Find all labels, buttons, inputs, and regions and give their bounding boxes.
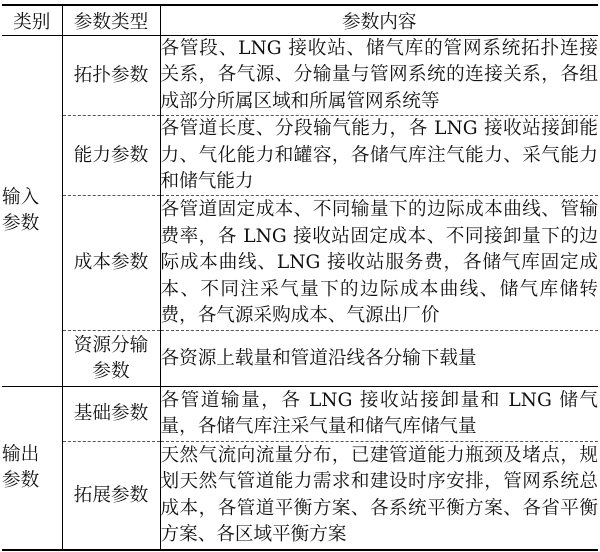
param-type-cell (62, 331, 160, 387)
table-row (2, 36, 598, 116)
table-row (2, 442, 598, 550)
param-content-cell: 各管道固定成本、不同输量下的边际成本曲线、管输费率，各 LNG 接收站固定成本、不同接卸量下的边际成本曲线、LNG 接收站服务费，各储气库固定成本、不同注采气量下的边际成本曲线、储气库储转费，各气源采购成本、气源出厂价 (160, 196, 598, 331)
param-type-cell: 能力参数 (62, 116, 160, 196)
table-header-row (2, 5, 598, 36)
category-label: 输入参数 (2, 187, 40, 235)
param-content-cell: 各管道输量，各 LNG 接收站接卸量和 LNG 储气量，各储气库注采气量和储气库储气量 (160, 387, 598, 442)
header-content: 参数内容 (160, 5, 598, 36)
parameter-table (2, 4, 598, 551)
category-cell-input (2, 36, 62, 387)
table-row (2, 331, 598, 387)
param-type-cell: 基础参数 (62, 387, 160, 442)
param-type-cell: 拓展参数 (62, 442, 160, 550)
header-category: 类别 (2, 5, 62, 36)
param-content-cell: 各管道长度、分段输气能力，各 LNG 接收站接卸能力、气化能力和罐容，各储气库注气能力、采气能力和储气能力 (160, 116, 598, 196)
param-content-cell: 天然气流向流量分布，已建管道能力瓶颈及堵点，规划天然气管道能力需求和建设时序安排，管网系统总成本，各管道平衡方案、各系统平衡方案、各省平衡方案、各区域平衡方案 (160, 442, 598, 550)
header-param-type: 参数类型 (62, 5, 160, 36)
table-row (2, 116, 598, 196)
param-type-label: 资源分输参数 (73, 334, 149, 382)
table-row (2, 196, 598, 331)
param-content-cell: 各资源上载量和管道沿线各分输下载量 (160, 331, 598, 387)
param-type-cell: 拓扑参数 (62, 36, 160, 116)
param-content-cell: 各管段、LNG 接收站、储气库的管网系统拓扑连接关系，各气源、分输量与管网系统的连接关系，各组成部分所属区域和所属管网系统等 (160, 36, 598, 116)
table-row (2, 387, 598, 442)
param-type-cell: 成本参数 (62, 196, 160, 331)
category-cell-output (2, 387, 62, 550)
category-label: 输出参数 (2, 444, 40, 492)
